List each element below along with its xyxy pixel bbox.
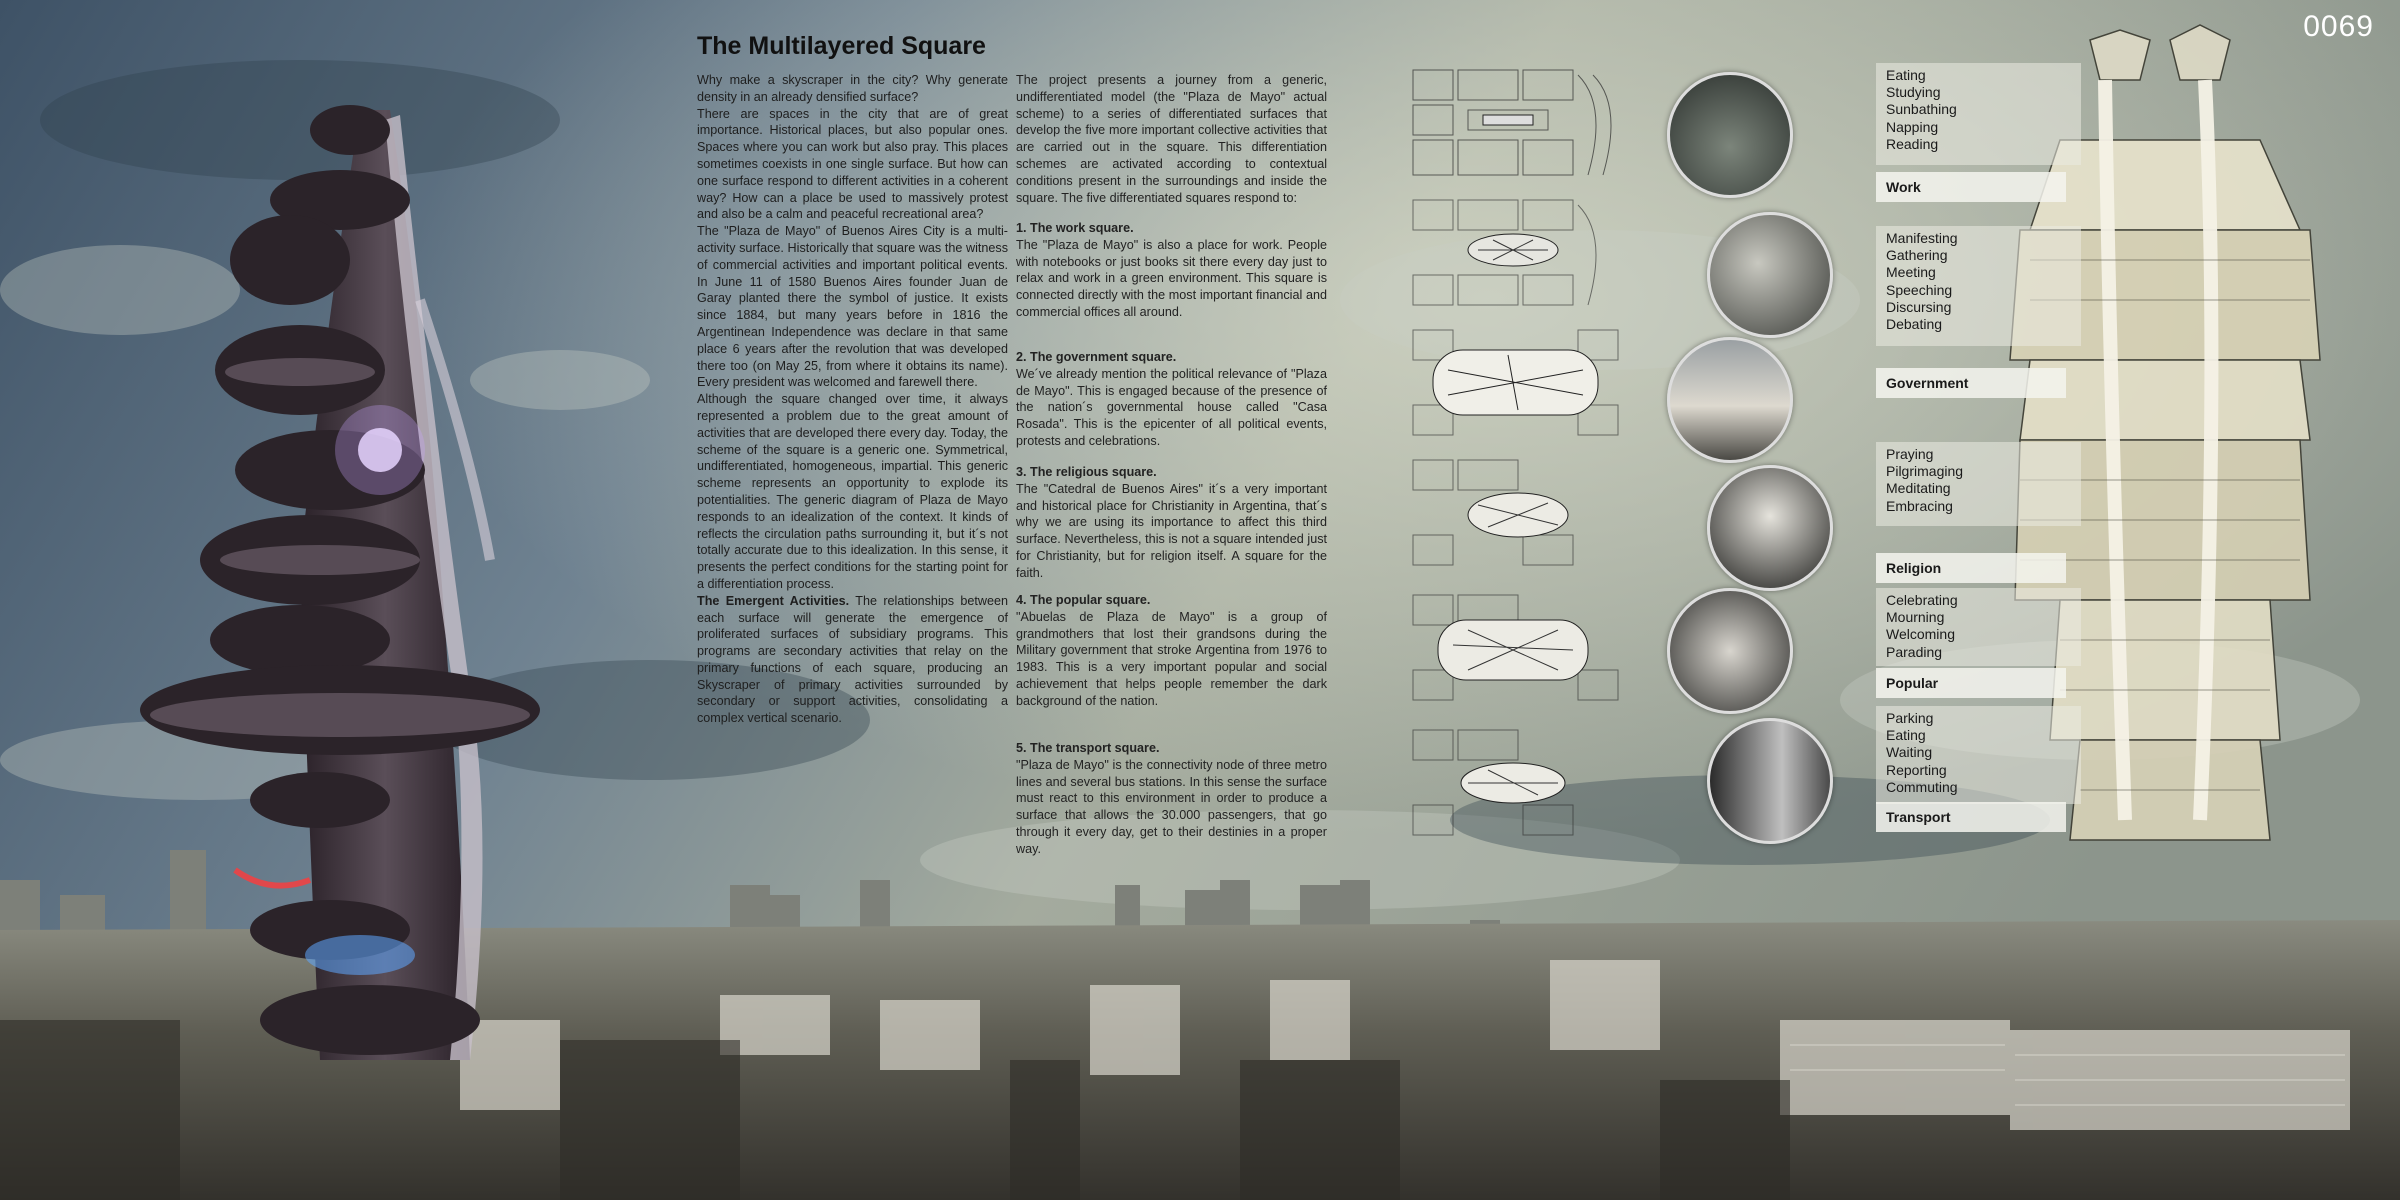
activity-list-religion xyxy=(1876,442,2081,526)
activity-item: Meditating xyxy=(1886,480,1951,497)
government-crowd-photo xyxy=(1707,212,1833,338)
square-heading: 5. The transport square. xyxy=(1016,741,1160,755)
category-label-religion: Religion xyxy=(1876,553,2066,583)
activity-item: Parading xyxy=(1886,643,1943,660)
category-label-work: Work xyxy=(1876,172,2066,202)
transport-square-diagram xyxy=(1408,725,1628,840)
pyramid-plaza-photo xyxy=(1667,588,1793,714)
religious-square-diagram xyxy=(1408,455,1628,570)
activity-item: Embracing xyxy=(1886,497,1953,514)
activity-list-work xyxy=(1876,63,2081,165)
category-label-government: Government xyxy=(1876,368,2066,398)
square-text: The "Catedral de Buenos Aires" it´s a very important and historical place for Christianity in Argentina, that´s why we are using its importance to affect this third surface. Nevertheless, this is not a square intended just for Christianity, but for religion itself. A square for the faith. xyxy=(1016,481,1327,580)
cathedral-crowd-photo xyxy=(1707,465,1833,591)
page-title: The Multilayered Square xyxy=(697,32,986,60)
activity-item: Eating xyxy=(1886,727,1926,744)
square-section-work xyxy=(1016,220,1327,321)
intro-paragraph: Why make a skyscraper in the city? Why generate density in an already densified surface? xyxy=(697,73,1008,104)
square-section-transport xyxy=(1016,740,1327,858)
activity-item: Celebrating xyxy=(1886,592,1958,608)
work-square-diagram xyxy=(1408,195,1628,310)
activity-item: Studying xyxy=(1886,84,1941,101)
activity-list-government xyxy=(1876,226,2081,346)
intro-paragraph: The "Plaza de Mayo" of Buenos Aires City is a multi-activity surface. Historically that square was the witness of commercial activities and important political events. In June 11 of 1580 Buenos Aires founder Juan de Garay planted there the symbol of justice. It exists since 1884, but many years before in 1816 the Argentinean Independence was declare in that same place 6 years after the revolution that was developed there too (on May 25, from where it obtains its name). Every president was welcomed and farewell there. xyxy=(697,224,1008,390)
square-heading: 4. The popular square. xyxy=(1016,593,1151,607)
category-label-popular: Popular xyxy=(1876,668,2066,698)
government-square-diagram xyxy=(1408,325,1628,440)
square-section-government xyxy=(1016,349,1327,450)
activity-item: Commuting xyxy=(1886,778,1958,795)
square-text: "Plaza de Mayo" is the connectivity node of three metro lines and several bus stations. In this sense the surface must react to this environment in order to produce a surface that allows the 30.000 passengers, that go through it every day, get to their destinies in a proper way. xyxy=(1016,757,1327,856)
popular-square-diagram xyxy=(1408,590,1628,705)
site-plan-diagram xyxy=(1408,65,1628,180)
activity-item: Napping xyxy=(1886,118,1939,135)
activity-item: Praying xyxy=(1886,446,1934,462)
activity-item: Discursing xyxy=(1886,298,1952,315)
intro-paragraph: Although the square changed over time, it always represented a problem due to the great amount of activities that are developed there every day. Today, the scheme of the square is a generic one. Symmetrical, undifferentiated, homogeneous, impartial. This generic scheme represents an opportunity to explode its potentialities. The generic diagram of Plaza de Mayo responds to an idealization of the context. It kinds of reflects the circulation paths surrounding it, but it´s not totally accurate due to this idealization. In this sense, it presents the perfect conditions for the starting point for a differentiation process. xyxy=(697,392,1008,591)
activity-item: Debating xyxy=(1886,316,1943,333)
activity-item: Gathering xyxy=(1886,247,1948,264)
square-section-religious xyxy=(1016,464,1327,582)
activity-item: Manifesting xyxy=(1886,230,1958,246)
activity-item: Sunbathing xyxy=(1886,101,1957,118)
activity-item: Eating xyxy=(1886,67,1926,83)
casa-rosada-photo xyxy=(1667,337,1793,463)
activity-item: Pilgrimaging xyxy=(1886,463,1964,480)
activity-list-transport xyxy=(1876,706,2081,804)
activity-item: Parking xyxy=(1886,710,1934,726)
square-heading: 1. The work square. xyxy=(1016,221,1134,235)
activity-list-popular xyxy=(1876,588,2081,666)
activity-item: Reading xyxy=(1886,135,1939,152)
square-text: The "Plaza de Mayo" is also a place for work. People with notebooks or just books sit there every day just to relax and work in a green environment. This square is connected directly with the most important financial and commercial offices all around. xyxy=(1016,237,1327,319)
activity-item: Reporting xyxy=(1886,761,1947,778)
intro-column xyxy=(697,72,1008,727)
emergent-heading: The Emergent Activities. xyxy=(697,593,850,608)
emergent-paragraph xyxy=(697,593,1008,727)
square-text: "Abuelas de Plaza de Mayo" is a group of grandmothers that lost their grandsons during the Military government that stroke Argentina from 1976 to 1983. This is a very important popular and social achievement that helps people remember the dark background of the nation. xyxy=(1016,609,1327,708)
metro-station-photo xyxy=(1707,718,1833,844)
activity-item: Speeching xyxy=(1886,281,1953,298)
work-square-photo xyxy=(1667,72,1793,198)
intro-paragraph: There are spaces in the city that are of great importance. Historical places, but also popular ones. Spaces where you can work but also pray. This places sometimes coexists in one single surface. But how can one surface respond to different activities in a coherent way? How can a place be used to massively protest and also be a calm and peaceful recreational area? xyxy=(697,106,1008,222)
entry-number: 0069 xyxy=(2303,10,2374,43)
activity-item: Mourning xyxy=(1886,609,1945,626)
activity-item: Waiting xyxy=(1886,744,1933,761)
square-text: We´ve already mention the political relevance of "Plaza de Mayo". This is engaged because of the presence of the nation´s governmental house called "Casa Rosada". This is the epicenter of all political events, protests and celebrations. xyxy=(1016,366,1327,448)
square-section-popular xyxy=(1016,592,1327,710)
emergent-text: The relationships between each surface will generate the emergence of proliferated surfaces of subsidiary programs. This programs are secondary activities that relay on the primary functions of each square, producing an Skyscraper of primary activities surrounded by secondary or support activities, consolidating a complex vertical scenario. xyxy=(697,593,1008,726)
project-intro: The project presents a journey from a generic, undifferentiated model (the "Plaza de Mayo" actual scheme) to a series of differentiated surfaces that develop the five more important collective activities that are carried out in the square. This differentiation schemes are activated according to contextual conditions present in the surroundings and inside the square. The five differentiated squares respond to: xyxy=(1016,73,1327,205)
activity-item: Welcoming xyxy=(1886,626,1955,643)
activity-item: Meeting xyxy=(1886,264,1936,281)
category-label-transport: Transport xyxy=(1876,802,2066,832)
square-heading: 2. The government square. xyxy=(1016,350,1177,364)
square-heading: 3. The religious square. xyxy=(1016,465,1157,479)
